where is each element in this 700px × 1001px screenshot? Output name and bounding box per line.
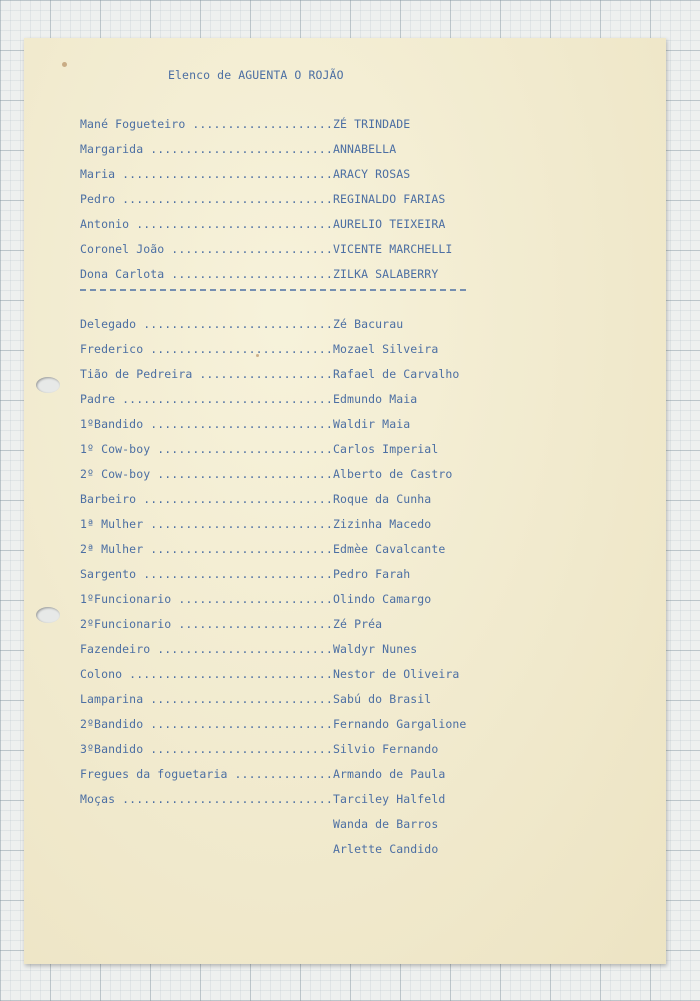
- cast-row: [80, 617, 640, 635]
- actor-name: Roque da Cunha: [333, 492, 432, 506]
- role-name: Padre ..............................: [80, 392, 333, 406]
- role-name: Tião de Pedreira ...................: [80, 367, 333, 381]
- cast-row: [80, 467, 640, 485]
- cast-row: [80, 117, 640, 135]
- cast-row: [80, 217, 640, 235]
- actor-name: Edmundo Maia: [333, 392, 418, 406]
- role-name: 1º Cow-boy .........................: [80, 442, 333, 456]
- punch-hole: [36, 377, 60, 393]
- role-name: Barbeiro ...........................: [80, 492, 333, 506]
- role-name: Delegado ...........................: [80, 317, 333, 331]
- ink-stain: [62, 62, 67, 67]
- actor-name: REGINALDO FARIAS: [333, 192, 446, 206]
- actor-name: Nestor de Oliveira: [333, 667, 460, 681]
- role-name: Antonio ............................: [80, 217, 333, 231]
- actor-name: Pedro Farah: [333, 567, 411, 581]
- actor-name: Olindo Camargo: [333, 592, 432, 606]
- cast-row: [80, 342, 640, 360]
- role-name: Pedro ..............................: [80, 192, 333, 206]
- role-name: Fregues da foguetaria ..............: [80, 767, 333, 781]
- cast-row: [80, 192, 640, 210]
- actor-name: ZÉ TRINDADE: [333, 117, 411, 131]
- cast-row: [80, 242, 640, 260]
- role-name: Margarida ..........................: [80, 142, 333, 156]
- cast-row: [80, 317, 640, 335]
- role-name: 1ºBandido ..........................: [80, 417, 333, 431]
- cast-row: [80, 742, 640, 760]
- role-name: Moças ..............................: [80, 792, 333, 806]
- actor-name: Alberto de Castro: [333, 467, 453, 481]
- role-name: Fazendeiro .........................: [80, 642, 333, 656]
- actor-name: Wanda de Barros: [333, 817, 439, 831]
- actor-name: Waldyr Nunes: [333, 642, 418, 656]
- actor-name: Silvio Fernando: [333, 742, 439, 756]
- cast-row: [80, 667, 640, 685]
- actor-name: Zé Préa: [333, 617, 383, 631]
- cast-row: [80, 142, 640, 160]
- actor-name: Carlos Imperial: [333, 442, 439, 456]
- cast-row: [80, 717, 640, 735]
- cast-row: [80, 442, 640, 460]
- cast-row: [80, 392, 640, 410]
- role-name: Lamparina ..........................: [80, 692, 333, 706]
- actor-name: Zizinha Macedo: [333, 517, 432, 531]
- role-name: Dona Carlota .......................: [80, 267, 333, 281]
- cast-row: [80, 817, 640, 835]
- actor-name: AURELIO TEIXEIRA: [333, 217, 446, 231]
- actor-name: Arlette Candido: [333, 842, 439, 856]
- actor-name: Rafael de Carvalho: [333, 367, 460, 381]
- cast-row: [80, 642, 640, 660]
- actor-name: Fernando Gargalione: [333, 717, 467, 731]
- actor-name: Armando de Paula: [333, 767, 446, 781]
- cast-row: [80, 367, 640, 385]
- actor-name: Zé Bacurau: [333, 317, 404, 331]
- section-divider: [80, 289, 466, 291]
- typewritten-sheet: [24, 38, 666, 964]
- cast-row: [80, 417, 640, 435]
- role-name: Coronel João .......................: [80, 242, 333, 256]
- cast-row: [80, 592, 640, 610]
- role-name: 1ºFuncionario ......................: [80, 592, 333, 606]
- cast-row: [80, 567, 640, 585]
- cast-row: [80, 167, 640, 185]
- role-name: Mané Fogueteiro ....................: [80, 117, 333, 131]
- cast-row: [80, 692, 640, 710]
- cast-row: [80, 492, 640, 510]
- role-name: Frederico ..........................: [80, 342, 333, 356]
- actor-name: Waldir Maia: [333, 417, 411, 431]
- cast-row: [80, 517, 640, 535]
- role-name: 2ºFuncionario ......................: [80, 617, 333, 631]
- role-name: 2º Cow-boy .........................: [80, 467, 333, 481]
- punch-hole: [36, 607, 60, 623]
- actor-name: ZILKA SALABERRY: [333, 267, 439, 281]
- actor-name: Mozael Silveira: [333, 342, 439, 356]
- role-name: 1ª Mulher ..........................: [80, 517, 333, 531]
- cast-row: [80, 767, 640, 785]
- role-name: 3ºBandido ..........................: [80, 742, 333, 756]
- role-name: 2ºBandido ..........................: [80, 717, 333, 731]
- role-name: 2ª Mulher ..........................: [80, 542, 333, 556]
- cast-row: [80, 542, 640, 560]
- cast-row: [80, 792, 640, 810]
- role-name: Maria ..............................: [80, 167, 333, 181]
- actor-name: VICENTE MARCHELLI: [333, 242, 453, 256]
- role-name: Colono .............................: [80, 667, 333, 681]
- page-title: Elenco de AGUENTA O ROJÃO: [168, 68, 344, 82]
- cast-row: [80, 842, 640, 860]
- cast-row: [80, 267, 640, 285]
- role-name: Sargento ...........................: [80, 567, 333, 581]
- actor-name: Tarciley Halfeld: [333, 792, 446, 806]
- actor-name: ANNABELLA: [333, 142, 397, 156]
- actor-name: Edmèe Cavalcante: [333, 542, 446, 556]
- actor-name: ARACY ROSAS: [333, 167, 411, 181]
- actor-name: Sabú do Brasil: [333, 692, 432, 706]
